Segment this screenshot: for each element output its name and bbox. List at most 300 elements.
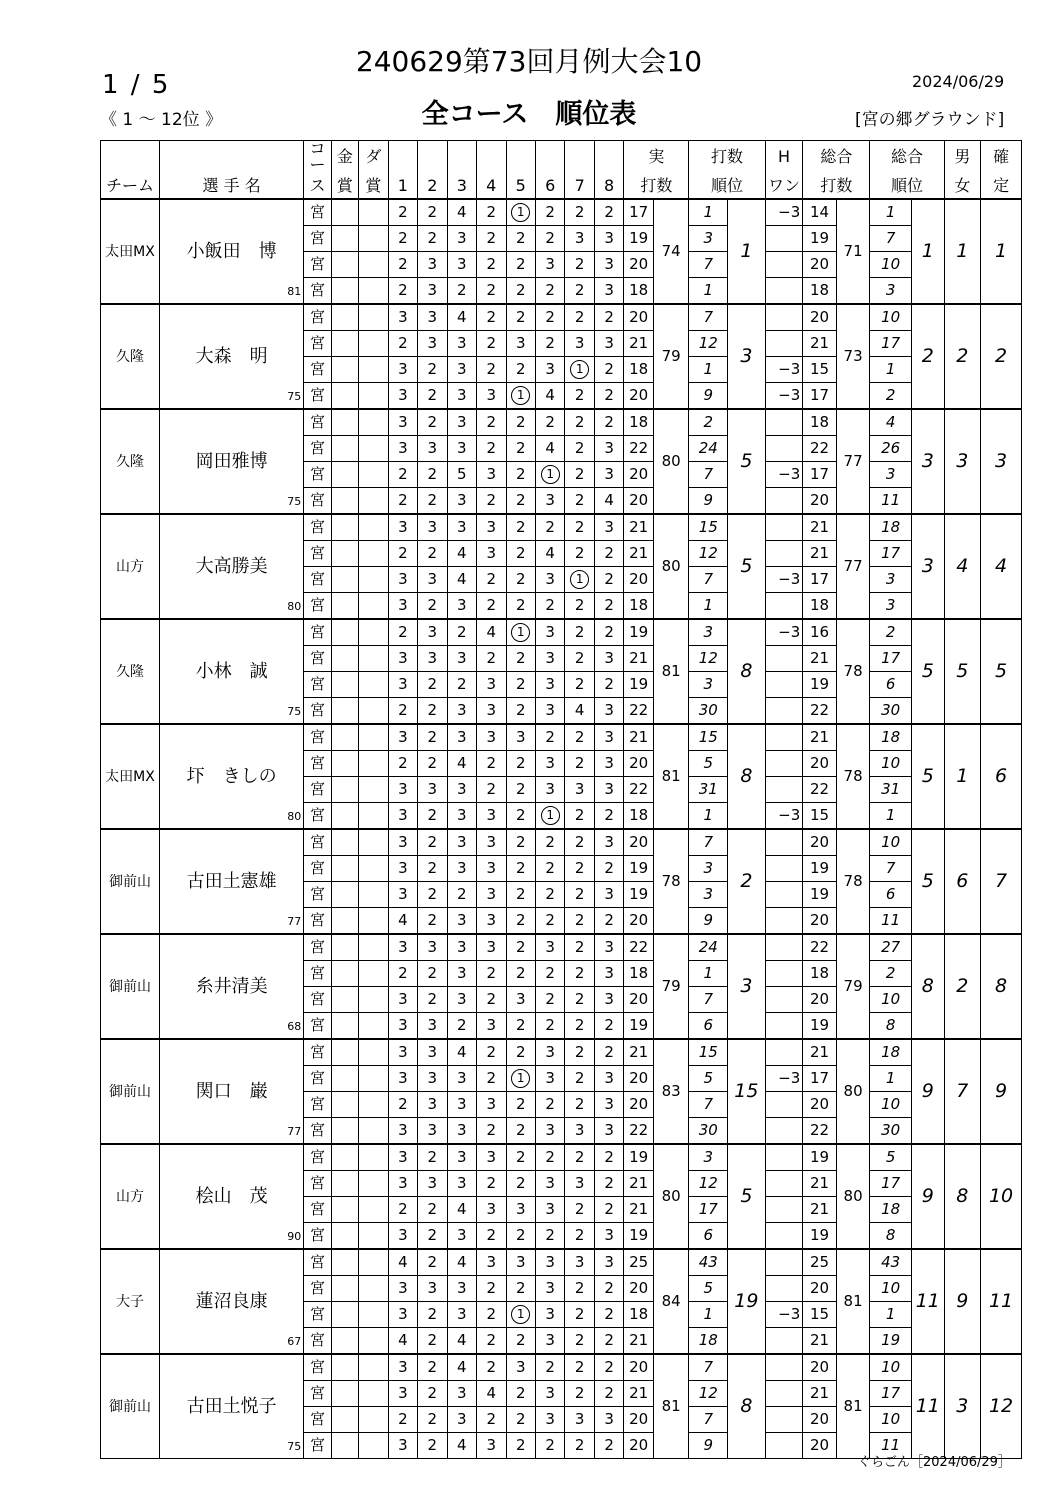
hole-score: 3 bbox=[477, 383, 506, 410]
hole-score: 2 bbox=[506, 278, 535, 305]
hole-in-one-adjust: −3 bbox=[765, 803, 803, 830]
table-row bbox=[101, 199, 1022, 226]
hole-score bbox=[535, 803, 564, 830]
player-name bbox=[159, 199, 303, 304]
hole-score: 3 bbox=[388, 1066, 417, 1092]
hole-score: 2 bbox=[535, 1354, 564, 1381]
hole-score: 2 bbox=[565, 1066, 594, 1092]
adjusted-rank: 17 bbox=[870, 331, 912, 357]
adjusted-score: 16 bbox=[803, 619, 837, 646]
hole-score: 2 bbox=[477, 409, 506, 436]
gold-prize-cell bbox=[331, 304, 358, 331]
stroke-rank: 8 bbox=[728, 619, 766, 724]
hole-score: 3 bbox=[418, 252, 447, 278]
hole-score: 3 bbox=[477, 462, 506, 488]
hole-score: 3 bbox=[594, 882, 623, 908]
hole-score: 2 bbox=[477, 436, 506, 462]
hole-score: 3 bbox=[594, 331, 623, 357]
hole-score: 4 bbox=[477, 619, 506, 646]
table-row bbox=[101, 1039, 1022, 1066]
gold-prize-cell bbox=[331, 646, 358, 672]
adjusted-rank: 30 bbox=[870, 1118, 912, 1145]
course-cell: 宮 bbox=[304, 646, 331, 672]
final-rank: 5 bbox=[981, 619, 1022, 724]
gold-prize-cell bbox=[331, 252, 358, 278]
course-cell: 宮 bbox=[304, 1407, 331, 1433]
adjusted-rank: 1 bbox=[870, 803, 912, 830]
hole-score: 3 bbox=[388, 1039, 417, 1066]
hole-score: 3 bbox=[535, 1302, 564, 1328]
hole-score: 3 bbox=[388, 1433, 417, 1459]
darkhorse-prize-cell bbox=[359, 488, 388, 515]
course-cell: 宮 bbox=[304, 1433, 331, 1459]
hole-in-one-adjust bbox=[765, 1144, 803, 1171]
darkhorse-prize-cell bbox=[359, 856, 388, 882]
hole-score: 3 bbox=[535, 1118, 564, 1145]
hole-score: 2 bbox=[565, 593, 594, 620]
adjusted-score: 17 bbox=[803, 1066, 837, 1092]
darkhorse-prize-cell bbox=[359, 1013, 388, 1040]
hole-score: 2 bbox=[447, 672, 476, 698]
hole-score: 3 bbox=[594, 1092, 623, 1118]
gold-prize-cell bbox=[331, 1118, 358, 1145]
hole-in-one-adjust bbox=[765, 698, 803, 725]
course-cell: 宮 bbox=[304, 1171, 331, 1197]
hole-score: 2 bbox=[418, 882, 447, 908]
adjusted-score: 20 bbox=[803, 1407, 837, 1433]
round-score: 18 bbox=[624, 1302, 653, 1328]
hole-score: 3 bbox=[447, 383, 476, 410]
hole-score: 2 bbox=[565, 1039, 594, 1066]
hole-score: 3 bbox=[535, 646, 564, 672]
hole-score: 2 bbox=[418, 724, 447, 751]
round-rank: 7 bbox=[689, 1092, 728, 1118]
hole-in-one-adjust bbox=[765, 751, 803, 777]
gender-rank: 2 bbox=[944, 934, 981, 1039]
hole-score: 2 bbox=[535, 226, 564, 252]
adjusted-rank: 18 bbox=[870, 514, 912, 541]
adjusted-score: 19 bbox=[803, 1223, 837, 1250]
hole-score: 2 bbox=[418, 541, 447, 567]
hole-in-one-adjust bbox=[765, 1328, 803, 1355]
hole-score: 4 bbox=[565, 698, 594, 725]
hole-score: 2 bbox=[477, 226, 506, 252]
round-score: 20 bbox=[624, 829, 653, 856]
header-cell: 6 bbox=[535, 173, 564, 199]
darkhorse-prize-cell bbox=[359, 383, 388, 410]
hole-score: 2 bbox=[506, 1039, 535, 1066]
adjusted-rank: 7 bbox=[870, 856, 912, 882]
round-rank: 30 bbox=[689, 698, 728, 725]
hole-in-one-adjust bbox=[765, 1197, 803, 1223]
darkhorse-prize-cell bbox=[359, 567, 388, 593]
darkhorse-prize-cell bbox=[359, 1407, 388, 1433]
hole-score: 3 bbox=[418, 304, 447, 331]
hole-score: 2 bbox=[565, 383, 594, 410]
round-score: 20 bbox=[624, 383, 653, 410]
header-cell: 3 bbox=[447, 173, 476, 199]
hole-in-one-adjust bbox=[765, 1381, 803, 1407]
course-cell: 宮 bbox=[304, 436, 331, 462]
adjusted-rank: 7 bbox=[870, 226, 912, 252]
gender-rank: 9 bbox=[944, 1249, 981, 1354]
hole-in-one-adjust bbox=[765, 436, 803, 462]
gold-prize-cell bbox=[331, 987, 358, 1013]
darkhorse-prize-cell bbox=[359, 961, 388, 987]
hole-score: 2 bbox=[388, 199, 417, 226]
hole-score: 3 bbox=[594, 961, 623, 987]
hole-score: 2 bbox=[506, 672, 535, 698]
course-cell: 宮 bbox=[304, 488, 331, 515]
course-cell: 宮 bbox=[304, 409, 331, 436]
hole-score: 3 bbox=[388, 724, 417, 751]
report-date: 2024/06/29 bbox=[912, 72, 1005, 91]
hole-score: 2 bbox=[594, 541, 623, 567]
hole-score: 3 bbox=[594, 934, 623, 961]
darkhorse-prize-cell bbox=[359, 1276, 388, 1302]
round-score: 20 bbox=[624, 1407, 653, 1433]
round-score: 20 bbox=[624, 488, 653, 515]
hole-score: 3 bbox=[594, 724, 623, 751]
darkhorse-prize-cell bbox=[359, 1433, 388, 1459]
darkhorse-prize-cell bbox=[359, 1249, 388, 1276]
hole-score: 3 bbox=[535, 777, 564, 803]
hole-score: 2 bbox=[418, 409, 447, 436]
hole-score: 2 bbox=[565, 1092, 594, 1118]
hole-score: 3 bbox=[506, 1354, 535, 1381]
hole-score: 2 bbox=[565, 934, 594, 961]
round-rank: 17 bbox=[689, 1197, 728, 1223]
hole-score: 3 bbox=[565, 1171, 594, 1197]
round-score: 17 bbox=[624, 199, 653, 226]
hole-score: 2 bbox=[565, 1328, 594, 1355]
hole-score: 2 bbox=[535, 409, 564, 436]
hole-score: 2 bbox=[418, 1433, 447, 1459]
gender-rank: 7 bbox=[944, 1039, 981, 1144]
header-cell: チーム bbox=[101, 173, 160, 199]
round-score: 21 bbox=[624, 1039, 653, 1066]
team-name: 山方 bbox=[101, 514, 160, 619]
round-rank: 12 bbox=[689, 331, 728, 357]
hole-in-one-adjust bbox=[765, 777, 803, 803]
hole-score: 3 bbox=[477, 1249, 506, 1276]
hole-in-one-adjust bbox=[765, 934, 803, 961]
darkhorse-prize-cell bbox=[359, 514, 388, 541]
hole-score: 2 bbox=[535, 829, 564, 856]
hole-score: 3 bbox=[418, 436, 447, 462]
hole-score: 3 bbox=[565, 1249, 594, 1276]
round-rank: 1 bbox=[689, 199, 728, 226]
round-score: 19 bbox=[624, 672, 653, 698]
hole-score: 3 bbox=[388, 1223, 417, 1250]
round-score: 21 bbox=[624, 1197, 653, 1223]
hole-score: 3 bbox=[388, 1013, 417, 1040]
hole-in-one-adjust bbox=[765, 304, 803, 331]
stroke-rank: 8 bbox=[728, 724, 766, 829]
hole-score: 2 bbox=[418, 803, 447, 830]
hole-score: 3 bbox=[388, 514, 417, 541]
team-name: 御前山 bbox=[101, 934, 160, 1039]
round-rank: 7 bbox=[689, 304, 728, 331]
hole-score: 3 bbox=[477, 724, 506, 751]
hole-score: 3 bbox=[418, 1066, 447, 1092]
player-name-text: 小飯田 博 bbox=[186, 240, 277, 262]
hole-score: 2 bbox=[506, 1144, 535, 1171]
hole-score: 2 bbox=[477, 199, 506, 226]
hole-score: 3 bbox=[594, 698, 623, 725]
player-name bbox=[159, 1249, 303, 1354]
course-cell: 宮 bbox=[304, 1066, 331, 1092]
hole-in-one-adjust bbox=[765, 1092, 803, 1118]
hole-score: 2 bbox=[388, 252, 417, 278]
round-score: 21 bbox=[624, 724, 653, 751]
adjusted-score: 21 bbox=[803, 1171, 837, 1197]
player-name bbox=[159, 409, 303, 514]
adjusted-score: 19 bbox=[803, 1013, 837, 1040]
hole-score: 2 bbox=[418, 1302, 447, 1328]
hole-score: 2 bbox=[506, 409, 535, 436]
hole-score: 3 bbox=[418, 934, 447, 961]
hole-score: 2 bbox=[388, 619, 417, 646]
darkhorse-prize-cell bbox=[359, 908, 388, 935]
gold-prize-cell bbox=[331, 1249, 358, 1276]
adjusted-rank: 11 bbox=[870, 908, 912, 935]
header-cell: ワン bbox=[765, 173, 803, 199]
hole-score bbox=[565, 357, 594, 383]
course-cell: 宮 bbox=[304, 829, 331, 856]
hole-score: 2 bbox=[418, 1197, 447, 1223]
adjusted-score: 17 bbox=[803, 462, 837, 488]
hole-score: 2 bbox=[594, 593, 623, 620]
round-score: 18 bbox=[624, 409, 653, 436]
hole-score: 2 bbox=[565, 987, 594, 1013]
hole-score: 2 bbox=[506, 1276, 535, 1302]
hole-score: 3 bbox=[447, 1223, 476, 1250]
hole-score: 3 bbox=[447, 961, 476, 987]
total-rank: 1 bbox=[912, 199, 945, 304]
darkhorse-prize-cell bbox=[359, 1354, 388, 1381]
header-cell: 1 bbox=[388, 173, 417, 199]
hole-score: 2 bbox=[565, 436, 594, 462]
round-rank: 43 bbox=[689, 1249, 728, 1276]
hole-score: 3 bbox=[388, 1171, 417, 1197]
hole-in-one-mark: 1 bbox=[511, 203, 530, 222]
adjusted-rank: 18 bbox=[870, 1197, 912, 1223]
total-rank: 11 bbox=[912, 1249, 945, 1354]
hole-score: 3 bbox=[565, 226, 594, 252]
player-name-text: 糸井清美 bbox=[195, 975, 268, 997]
hole-score: 2 bbox=[388, 541, 417, 567]
final-rank: 6 bbox=[981, 724, 1022, 829]
hole-score: 3 bbox=[477, 1433, 506, 1459]
hole-score: 2 bbox=[506, 698, 535, 725]
adjusted-rank: 11 bbox=[870, 1433, 912, 1459]
hole-score: 3 bbox=[477, 803, 506, 830]
round-score: 19 bbox=[624, 226, 653, 252]
hole-in-one-mark: 1 bbox=[570, 360, 589, 379]
gold-prize-cell bbox=[331, 567, 358, 593]
round-rank: 15 bbox=[689, 514, 728, 541]
hole-in-one-adjust: −3 bbox=[765, 462, 803, 488]
hole-score: 3 bbox=[418, 567, 447, 593]
hole-score: 3 bbox=[535, 252, 564, 278]
hole-score: 3 bbox=[388, 567, 417, 593]
round-rank: 1 bbox=[689, 278, 728, 305]
darkhorse-prize-cell bbox=[359, 829, 388, 856]
hole-score: 3 bbox=[447, 1407, 476, 1433]
hole-in-one-adjust bbox=[765, 1039, 803, 1066]
gold-prize-cell bbox=[331, 593, 358, 620]
adjusted-score: 18 bbox=[803, 593, 837, 620]
header-cell: 男 bbox=[944, 141, 981, 174]
adjusted-rank: 10 bbox=[870, 252, 912, 278]
adjusted-rank: 2 bbox=[870, 961, 912, 987]
final-rank: 3 bbox=[981, 409, 1022, 514]
hole-score: 3 bbox=[447, 488, 476, 515]
player-name-text: 小林 誠 bbox=[195, 660, 268, 682]
header-cell: 順位 bbox=[689, 173, 765, 199]
round-score: 19 bbox=[624, 856, 653, 882]
hole-score: 2 bbox=[388, 488, 417, 515]
gold-prize-cell bbox=[331, 1013, 358, 1040]
adjusted-rank: 30 bbox=[870, 698, 912, 725]
hole-score: 2 bbox=[477, 1276, 506, 1302]
header-cell: ス bbox=[304, 173, 331, 199]
hole-score: 3 bbox=[388, 803, 417, 830]
round-score: 22 bbox=[624, 934, 653, 961]
gold-prize-cell bbox=[331, 1197, 358, 1223]
hole-score: 3 bbox=[388, 882, 417, 908]
hole-score: 3 bbox=[447, 1144, 476, 1171]
hole-in-one-adjust bbox=[765, 856, 803, 882]
hole-score: 2 bbox=[506, 961, 535, 987]
round-rank: 7 bbox=[689, 829, 728, 856]
hole-score bbox=[506, 619, 535, 646]
darkhorse-prize-cell bbox=[359, 672, 388, 698]
hole-score: 3 bbox=[477, 829, 506, 856]
course-cell: 宮 bbox=[304, 856, 331, 882]
team-name: 大子 bbox=[101, 1249, 160, 1354]
darkhorse-prize-cell bbox=[359, 646, 388, 672]
round-score: 19 bbox=[624, 1013, 653, 1040]
hole-score: 2 bbox=[418, 672, 447, 698]
adjusted-rank: 10 bbox=[870, 987, 912, 1013]
round-score: 20 bbox=[624, 462, 653, 488]
table-row bbox=[101, 1354, 1022, 1381]
gold-prize-cell bbox=[331, 1223, 358, 1250]
final-rank: 7 bbox=[981, 829, 1022, 934]
round-score: 21 bbox=[624, 1171, 653, 1197]
header-cell: 総合 bbox=[803, 141, 870, 174]
hole-score: 2 bbox=[594, 1433, 623, 1459]
adjusted-score: 21 bbox=[803, 646, 837, 672]
hole-score: 3 bbox=[447, 803, 476, 830]
round-score: 19 bbox=[624, 619, 653, 646]
hole-score: 2 bbox=[535, 856, 564, 882]
hole-score: 3 bbox=[447, 1381, 476, 1407]
darkhorse-prize-cell bbox=[359, 1144, 388, 1171]
gender-rank: 8 bbox=[944, 1144, 981, 1249]
adjusted-score: 20 bbox=[803, 987, 837, 1013]
course-cell: 宮 bbox=[304, 593, 331, 620]
hole-score: 2 bbox=[565, 829, 594, 856]
round-rank: 9 bbox=[689, 488, 728, 515]
page-subtitle: 全コース 順位表 bbox=[421, 99, 637, 130]
hole-score: 4 bbox=[535, 383, 564, 410]
adjusted-score: 17 bbox=[803, 567, 837, 593]
header-cell: ダ bbox=[359, 141, 388, 174]
hole-score: 3 bbox=[447, 987, 476, 1013]
final-rank: 8 bbox=[981, 934, 1022, 1039]
adjusted-rank: 27 bbox=[870, 934, 912, 961]
adjusted-score: 22 bbox=[803, 1118, 837, 1145]
hole-score: 3 bbox=[418, 1171, 447, 1197]
hole-score: 2 bbox=[506, 462, 535, 488]
total-rank: 5 bbox=[912, 724, 945, 829]
hole-score: 3 bbox=[535, 1249, 564, 1276]
hole-score: 3 bbox=[447, 829, 476, 856]
hole-score: 4 bbox=[447, 567, 476, 593]
hole-score: 2 bbox=[594, 304, 623, 331]
round-score: 20 bbox=[624, 987, 653, 1013]
round-rank: 12 bbox=[689, 541, 728, 567]
darkhorse-prize-cell bbox=[359, 1197, 388, 1223]
round-rank: 1 bbox=[689, 593, 728, 620]
gold-prize-cell bbox=[331, 488, 358, 515]
darkhorse-prize-cell bbox=[359, 1066, 388, 1092]
hole-score: 3 bbox=[447, 934, 476, 961]
gender-rank: 3 bbox=[944, 409, 981, 514]
hole-score: 2 bbox=[506, 567, 535, 593]
hole-in-one-adjust bbox=[765, 331, 803, 357]
hole-score: 2 bbox=[418, 1407, 447, 1433]
hole-score: 3 bbox=[447, 908, 476, 935]
round-score: 18 bbox=[624, 803, 653, 830]
hole-score: 2 bbox=[447, 882, 476, 908]
darkhorse-prize-cell bbox=[359, 882, 388, 908]
hole-score: 3 bbox=[447, 593, 476, 620]
hole-score: 2 bbox=[418, 829, 447, 856]
hole-score: 2 bbox=[418, 1354, 447, 1381]
hole-score: 2 bbox=[477, 357, 506, 383]
adjusted-score: 21 bbox=[803, 514, 837, 541]
hole-in-one-adjust bbox=[765, 252, 803, 278]
gold-prize-cell bbox=[331, 882, 358, 908]
stroke-rank: 5 bbox=[728, 1144, 766, 1249]
round-score: 18 bbox=[624, 357, 653, 383]
darkhorse-prize-cell bbox=[359, 1328, 388, 1355]
adjusted-score: 20 bbox=[803, 1276, 837, 1302]
total-rank: 3 bbox=[912, 409, 945, 514]
hole-score: 2 bbox=[565, 961, 594, 987]
hole-score: 2 bbox=[506, 856, 535, 882]
table-row bbox=[101, 724, 1022, 751]
hole-score: 3 bbox=[594, 987, 623, 1013]
ranking-table bbox=[100, 140, 1022, 1459]
gold-prize-cell bbox=[331, 541, 358, 567]
adjusted-rank: 4 bbox=[870, 409, 912, 436]
player-age: 67 bbox=[287, 1335, 302, 1348]
gold-prize-cell bbox=[331, 1092, 358, 1118]
hole-score: 3 bbox=[594, 751, 623, 777]
adjusted-score: 17 bbox=[803, 383, 837, 410]
player-name bbox=[159, 724, 303, 829]
course-cell: 宮 bbox=[304, 724, 331, 751]
hole-score bbox=[565, 567, 594, 593]
hole-in-one-adjust: −3 bbox=[765, 383, 803, 410]
hole-score: 3 bbox=[506, 331, 535, 357]
hole-score: 3 bbox=[535, 1381, 564, 1407]
